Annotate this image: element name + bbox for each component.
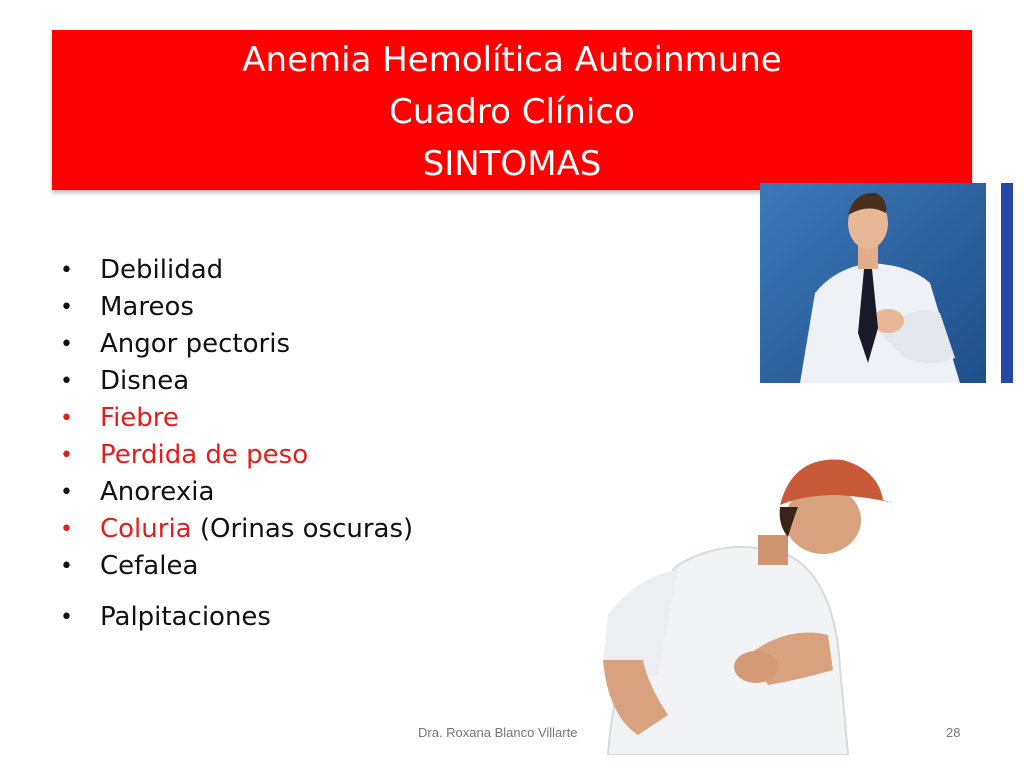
list-item bbox=[60, 326, 413, 363]
symptom-list bbox=[60, 252, 413, 636]
list-item bbox=[60, 474, 413, 511]
symptom-text: Disnea bbox=[100, 366, 190, 396]
bullet-icon: • bbox=[60, 258, 73, 283]
symptom-text: Anorexia bbox=[100, 477, 215, 507]
list-item bbox=[60, 289, 413, 326]
symptom-text: Perdida de peso bbox=[100, 440, 309, 470]
list-item bbox=[60, 363, 413, 400]
symptom-text: Angor pectoris bbox=[100, 329, 290, 359]
bullet-icon: • bbox=[60, 332, 73, 357]
symptom-text: Palpitaciones bbox=[100, 602, 271, 632]
bullet-icon: • bbox=[60, 369, 73, 394]
bullet-icon: • bbox=[60, 480, 73, 505]
symptom-text: Debilidad bbox=[100, 255, 224, 285]
symptom-text: Fiebre bbox=[100, 403, 179, 433]
list-item bbox=[60, 599, 413, 636]
symptom-note: (Orinas oscuras) bbox=[191, 514, 414, 544]
list-item bbox=[60, 252, 413, 289]
symptom-text: Cefalea bbox=[100, 551, 199, 581]
slide-heading: SINTOMAS bbox=[422, 144, 602, 184]
list-item bbox=[60, 548, 413, 585]
bullet-icon: • bbox=[60, 443, 73, 468]
decorative-blue-bar bbox=[1001, 183, 1013, 383]
bullet-icon: • bbox=[60, 554, 73, 579]
symptom-text: Mareos bbox=[100, 292, 194, 322]
page-number: 28 bbox=[946, 725, 961, 740]
symptom-text: Coluria bbox=[100, 514, 192, 544]
list-item bbox=[60, 437, 413, 474]
slide-subtitle: Cuadro Clínico bbox=[389, 92, 635, 132]
list-item bbox=[60, 511, 413, 548]
slide-title-box bbox=[52, 30, 972, 190]
list-item bbox=[60, 400, 413, 437]
bullet-icon: • bbox=[60, 406, 73, 431]
man-in-cap-photo bbox=[598, 445, 893, 755]
bullet-icon: • bbox=[60, 605, 73, 630]
slide-title: Anemia Hemolítica Autoinmune bbox=[242, 40, 782, 80]
footer-author: Dra. Roxana Blanco Villarte bbox=[418, 725, 578, 740]
bullet-icon: • bbox=[60, 517, 73, 542]
chest-pain-photo bbox=[760, 183, 986, 383]
bullet-icon: • bbox=[60, 295, 73, 320]
